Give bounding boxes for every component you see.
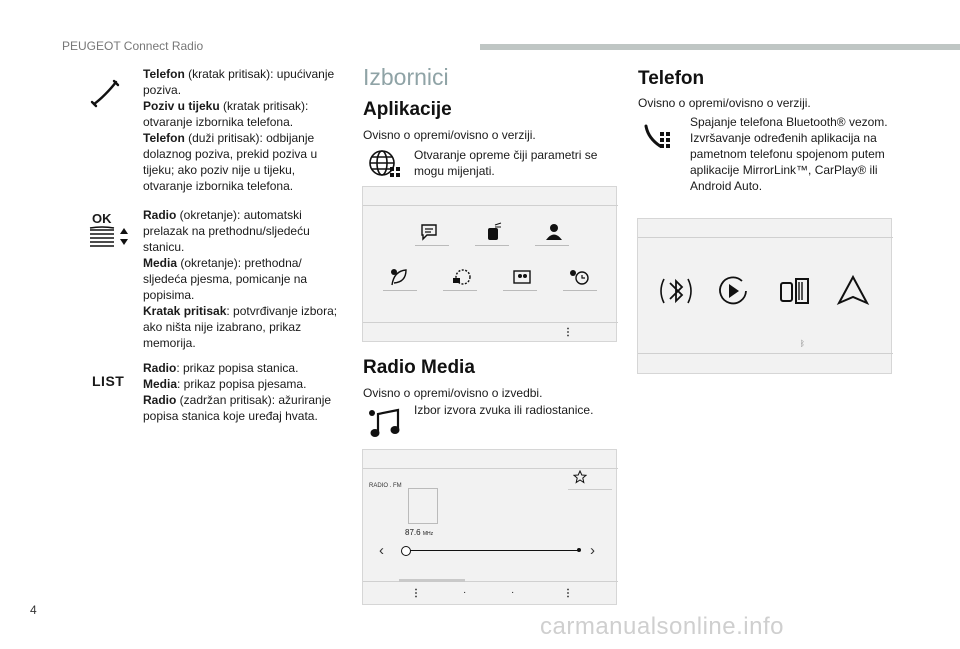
carplay-icon[interactable]	[716, 273, 750, 309]
apps-heading: Aplikacije	[363, 99, 452, 120]
phone-screen	[637, 218, 892, 374]
instruction-line	[143, 207, 343, 255]
connected-apps-icon[interactable]	[483, 221, 505, 241]
instruction-text: (okretanje): automatski prelazak na prethodnu/sljedeću stanicu.	[143, 208, 310, 254]
instruction-text: : prikaz popisa stanica.	[176, 361, 299, 375]
instruction-term: Poziv u tijeku	[143, 99, 220, 113]
slider-end-dot	[577, 548, 581, 552]
vehicle-settings-icon[interactable]	[451, 267, 473, 287]
slider-handle[interactable]	[401, 546, 411, 556]
thumbwheel-icon	[88, 225, 134, 249]
music-note-icon	[366, 405, 402, 441]
instruction-term: Kratak pritisak	[143, 304, 227, 318]
instruction-text: (okretanje): prethodna/ sljedeća pjesma, pomicanje na popisima.	[143, 256, 308, 302]
station-artwork	[408, 488, 438, 524]
user-profile-icon[interactable]	[543, 221, 565, 241]
radio-screen	[362, 449, 617, 605]
instruction-text: (kratak pritisak): otvaranje izbornika telefona.	[143, 99, 309, 129]
instruction-line	[143, 130, 343, 194]
apps-more-icon[interactable]: ⋮	[563, 327, 573, 338]
star-icon[interactable]	[573, 470, 587, 484]
instruction-term: Radio	[143, 361, 177, 375]
instruction-line	[143, 360, 343, 376]
phone-bluetooth-icon	[642, 118, 676, 154]
manual-header: PEUGEOT Connect Radio	[62, 39, 204, 53]
instruction-term: Media	[143, 377, 178, 391]
radio-options-icon[interactable]: ⋮	[563, 588, 573, 599]
radio-heading: Radio Media	[363, 357, 475, 378]
instruction-text: : prikaz popisa pjesama.	[177, 377, 307, 391]
radio-dot-icon[interactable]: ·	[463, 587, 467, 598]
steering-phone-text	[143, 66, 343, 194]
phone-heading: Telefon	[638, 68, 705, 89]
instruction-term: Telefon	[143, 131, 185, 145]
apps-screen	[362, 186, 617, 342]
radio-more-icon[interactable]: ⋮	[411, 588, 421, 599]
frequency-slider[interactable]	[407, 550, 579, 551]
instruction-line	[143, 98, 343, 130]
navigation-online-icon[interactable]	[418, 221, 440, 241]
instruction-term: Telefon	[143, 67, 185, 81]
bluetooth-status-icon: ᛒ	[800, 339, 805, 348]
header-bar	[480, 44, 960, 50]
instruction-text: : potvrđivanje izbora; ako ništa nije izabrano, prikaz memorija.	[143, 304, 338, 350]
instruction-term: Radio	[143, 393, 177, 407]
steering-wheel-text	[143, 207, 343, 351]
instruction-line	[143, 303, 343, 351]
instruction-text: (duži pritisak): odbijanje dolaznog poziva, prekid poziva u tijeku; ako poziv nije u tijeku, otvaranje izbornika telefona.	[143, 131, 318, 193]
list-label: LIST	[92, 373, 125, 389]
phone-handset-icon	[88, 78, 128, 110]
ok-label: OK	[92, 211, 112, 226]
steering-list-text	[143, 360, 343, 424]
android-auto-icon[interactable]	[836, 273, 870, 309]
phone-desc: Spajanje telefona Bluetooth® vezom. Izvršavanje određenih aplikacija na pametnom telefonu spojenom putem aplikacije MirrorLink™, CarPlay® ili Android Auto.	[690, 115, 888, 193]
phone-note: Ovisno o opremi/ovisno o verziji.	[638, 96, 811, 110]
watermark: carmanualsonline.info	[540, 613, 784, 640]
instruction-term: Radio	[143, 208, 177, 222]
instruction-text: (zadržan pritisak): ažuriranje popisa stanica koje uređaj hvata.	[143, 393, 332, 423]
radio-note: Ovisno o opremi/ovisno o izvedbi.	[363, 386, 543, 400]
instruction-line	[143, 376, 343, 392]
radio-frequency: 87.6 MHz	[405, 528, 434, 537]
page-number: 4	[30, 603, 37, 617]
radio-desc: Izbor izvora zvuka ili radiostanice.	[414, 403, 594, 417]
instruction-text: (kratak pritisak): upućivanje poziva.	[143, 67, 335, 97]
radio-band: RADIO . FM	[369, 483, 402, 489]
bluetooth-icon[interactable]	[656, 271, 696, 311]
instruction-line	[143, 66, 343, 98]
section-title: Izbornici	[363, 64, 449, 90]
instruction-line	[143, 255, 343, 303]
instruction-line	[143, 392, 343, 424]
instruction-term: Media	[143, 256, 178, 270]
apps-note: Ovisno o opremi/ovisno o verziji.	[363, 128, 536, 142]
apps-desc: Otvaranje opreme čiji parametri se mogu mijenjati.	[414, 148, 598, 178]
next-station-button[interactable]: ›	[590, 542, 595, 559]
apps-globe-icon	[366, 148, 406, 182]
eco-leaf-icon[interactable]	[388, 267, 410, 287]
clock-settings-icon[interactable]	[568, 267, 590, 287]
active-tab-indicator	[399, 579, 465, 582]
radio-dot-icon[interactable]: ·	[511, 587, 515, 598]
contacts-card-icon[interactable]	[511, 267, 533, 287]
prev-station-button[interactable]: ‹	[379, 542, 384, 559]
mirrorlink-icon[interactable]	[778, 273, 812, 309]
